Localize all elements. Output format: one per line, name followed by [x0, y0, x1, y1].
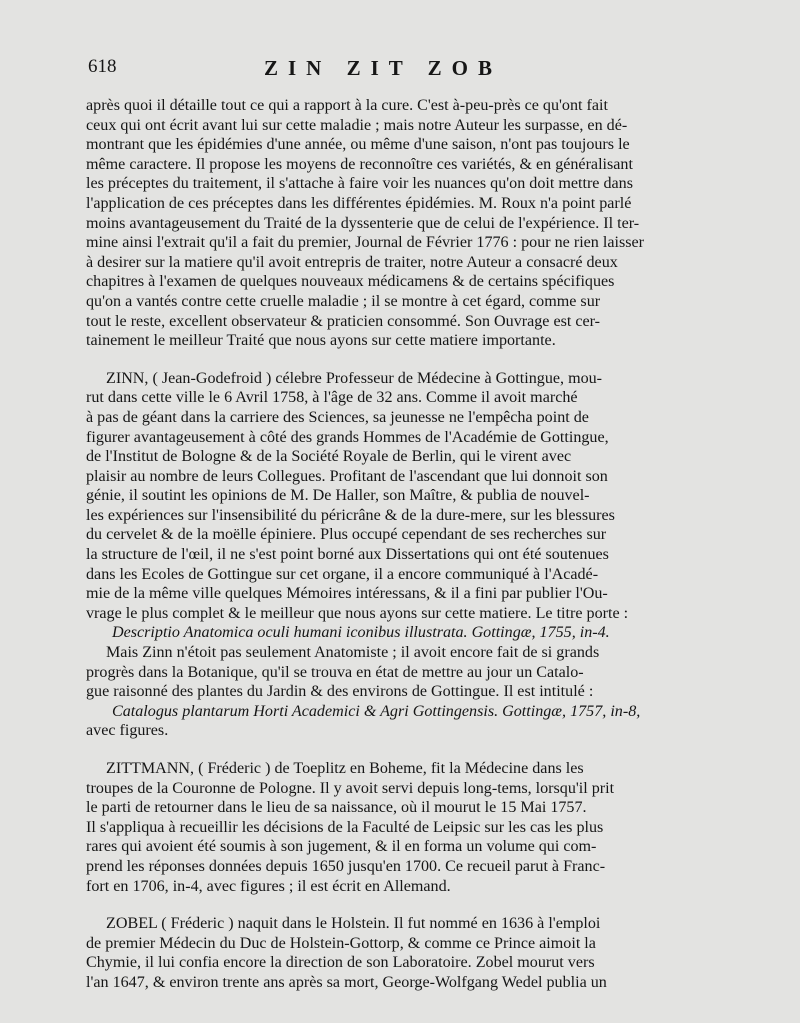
text-line: rares qui avoient été soumis à son jugement, & il en forma un volume qui com- — [86, 838, 597, 856]
page-number: 618 — [88, 56, 117, 77]
text-line: de premier Médecin du Duc de Holstein-Gottorp, & comme ce Prince aimoit la — [86, 934, 596, 952]
text-line: l'application de ces préceptes dans les différentes épidémies. M. Roux n'a point parlé — [86, 194, 632, 212]
entry-continuation — [86, 96, 774, 351]
text-line: troupes de la Couronne de Pologne. Il y avoit servi depuis long-tems, lorsqu'il prit — [86, 779, 615, 797]
entry-zobel — [86, 914, 774, 992]
text-line: progrès dans la Botanique, qu'il se trouva en état de mettre au jour un Catalo- — [86, 663, 584, 681]
page-header — [88, 56, 772, 86]
text-line: mine ainsi l'extrait qu'il a fait du premier, Journal de Février 1776 : pour ne rien laisser — [86, 234, 644, 252]
text-line: ceux qui ont écrit avant lui sur cette maladie ; mais notre Auteur les surpasse, en dé- — [86, 116, 628, 134]
text-line: après quoi il détaille tout ce qui a rapport à la cure. C'est à-peu-près ce qu'ont fait — [86, 97, 608, 114]
text-line: la structure de l'œil, il ne s'est point borné aux Dissertations qui ont été soutenues — [86, 546, 609, 564]
text-line: qu'on a vantés contre cette cruelle maladie ; il se montre à cet égard, comme sur — [86, 292, 601, 310]
text-line: moins avantageusement du Traité de la dyssenterie que de celui de l'expérience. Il ter- — [86, 214, 640, 232]
text-line: de l'Institut de Bologne & de la Société Royale de Berlin, qui le virent avec — [86, 448, 572, 466]
text-line: tout le reste, excellent observateur & praticien consommé. Son Ouvrage est cer- — [86, 312, 601, 330]
text-line: du cervelet & de la moëlle épiniere. Plus occupé cependant de ses recherches sur — [86, 526, 607, 544]
entry-heading-line: ZINN, ( Jean-Godefroid ) célebre Professeur de Médecine à Gottingue, mou- — [106, 369, 603, 387]
text-line: montrant que les épidémies d'une année, ou même d'une saison, n'ont pas toujours le — [86, 136, 630, 154]
text-line: tainement le meilleur Traité que nous ayons sur cette matiere importante. — [86, 332, 556, 350]
text-line: rut dans cette ville le 6 Avril 1758, à l'âge de 32 ans. Comme il avoit marché — [86, 389, 578, 407]
text-line: prend les réponses données depuis 1650 jusqu'en 1700. Ce recueil parut à Franc- — [86, 857, 606, 875]
text-line: fort en 1706, in-4, avec figures ; il est écrit en Allemand. — [86, 877, 451, 895]
citation-catalogus: Catalogus plantarum Horti Academici & Agri Gottingensis. Gottingæ, 1757, in-8, — [112, 702, 641, 720]
text-line: à desirer sur la matiere qu'il avoit entrepris de traiter, notre Auteur a consacré deux — [86, 253, 618, 271]
text-line: avec figures. — [86, 722, 169, 740]
text-line: les expériences sur l'insensibilité du péricrâne & de la dure-mere, sur les blessures — [86, 506, 615, 524]
text-line: Il s'appliqua à recueillir les décisions de la Faculté de Leipsic sur les cas les plus — [86, 818, 604, 836]
text-line: Mais Zinn n'étoit pas seulement Anatomiste ; il avoit encore fait de si grands — [106, 644, 600, 662]
entry-heading-line: ZITTMANN, ( Fréderic ) de Toeplitz en Boheme, fit la Médecine dans les — [106, 760, 584, 777]
text-line: le parti de retourner dans le lieu de sa naissance, où il mourut le 15 Mai 1757. — [86, 799, 587, 817]
citation-descriptio: Descriptio Anatomica oculi humani iconibus illustrata. Gottingæ, 1755, in-4. — [112, 624, 610, 642]
text-line: gue raisonné des plantes du Jardin & des environs de Gottingue. Il est intitulé : — [86, 683, 594, 701]
text-line: chapitres à l'examen de quelques nouveaux médicamens & de certains spécifiques — [86, 273, 615, 291]
entry-zinn — [86, 369, 774, 741]
text-line: même caractere. Il propose les moyens de reconnoître ces variétés, & en généralisant — [86, 155, 633, 173]
text-line: figurer avantageusement à côté des grands Hommes de l'Académie de Gottingue, — [86, 428, 609, 446]
text-line: Chymie, il lui confia encore la direction de son Laboratoire. Zobel mourut vers — [86, 954, 595, 972]
text-line: vrage le plus complet & le meilleur que nous ayons sur cette matiere. Le titre porte : — [86, 604, 629, 622]
text-line: génie, il soutint les opinions de M. De Haller, son Maître, & publia de nouvel- — [86, 487, 590, 505]
text-line: plaisir au nombre de leurs Collegues. Profitant de l'ascendant que lui donnoit son — [86, 467, 608, 485]
text-line: l'an 1647, & environ trente ans après sa mort, George-Wolfgang Wedel publia un — [86, 973, 607, 991]
page-body — [86, 96, 774, 993]
entry-zittmann — [86, 759, 774, 896]
text-line: les préceptes du traitement, il s'attache à faire voir les nuances qu'on doit mettre dans — [86, 175, 633, 193]
entry-heading-line: ZOBEL ( Fréderic ) naquit dans le Holstein. Il fut nommé en 1636 à l'emploi — [106, 915, 601, 933]
text-line: dans les Ecoles de Gottingue sur cet organe, il a encore communiqué à l'Acadé- — [86, 565, 599, 583]
running-head: ZIN ZIT ZOB — [264, 56, 502, 80]
text-line: à pas de géant dans la carriere des Sciences, sa jeunesse ne l'empêcha point de — [86, 408, 589, 426]
text-line: mie de la même ville quelques Mémoires intéressans, & il a fini par publier l'Ou- — [86, 585, 608, 603]
